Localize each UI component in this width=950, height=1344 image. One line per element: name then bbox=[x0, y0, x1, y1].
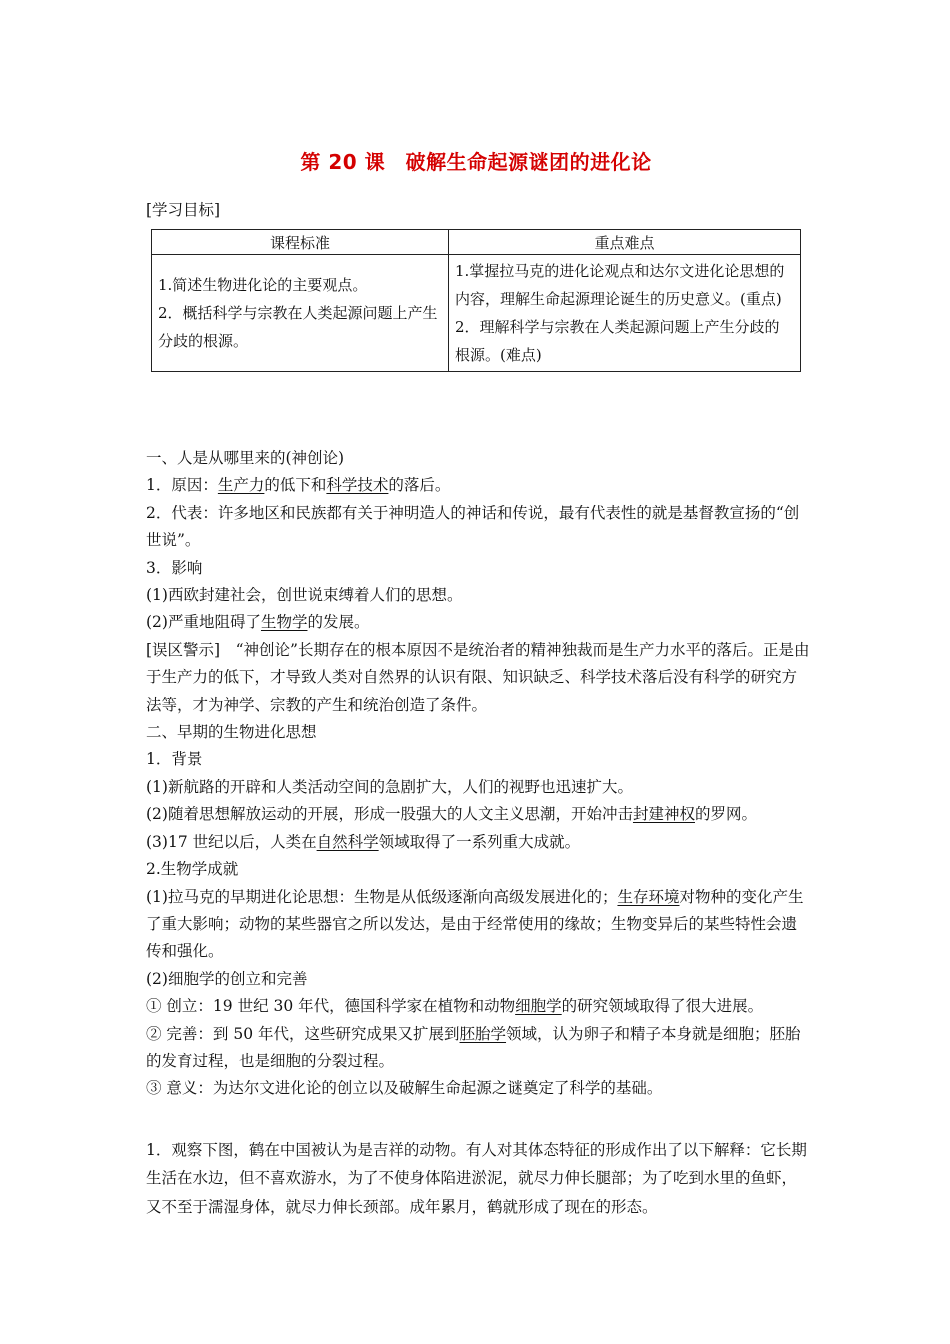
key-point-item: 2．理解科学与宗教在人类起源问题上产生分歧的根源。(难点) bbox=[455, 318, 780, 364]
paragraph: ③ 意义：为达尔文进化论的创立以及破解生命起源之谜奠定了科学的基础。 bbox=[146, 1079, 663, 1098]
fill-blank: 细胞学 bbox=[515, 997, 562, 1016]
paragraph: 2．代表：许多地区和民族都有关于神明造人的神话和传说，最有代表性的就是基督教宣扬的“创世说”。 bbox=[146, 503, 800, 550]
section-heading: 一、人是从哪里来的(神创论) bbox=[146, 449, 345, 467]
paragraph: (3)17 世纪以后，人类在自然科学领域取得了一系列重大成就。 bbox=[146, 832, 581, 851]
paragraph: 1．背景 bbox=[146, 750, 203, 769]
objectives-label: [学习目标] bbox=[146, 201, 221, 219]
fill-blank: 封建神权 bbox=[632, 805, 695, 824]
exercise-block bbox=[146, 1136, 811, 1221]
header-standards: 课程标准 bbox=[152, 230, 449, 255]
paragraph: (2)细胞学的创立和完善 bbox=[146, 969, 308, 988]
paragraph: 1．原因：生产力的低下和科学技术的落后。 bbox=[146, 476, 451, 495]
paragraph: (1)拉马克的早期进化论思想：生物是从低级逐渐向高级发展进化的；生存环境对物种的变化产生了重大影响；动物的某些器官之所以发达，是由于经常使用的缘故；生物变异后的某些特性会遗传和强化。 bbox=[146, 887, 804, 961]
fill-blank: 胚胎学 bbox=[459, 1024, 507, 1043]
paragraph: (1)西欧封建社会，创世说束缚着人们的思想。 bbox=[146, 586, 463, 605]
page-title: 第 20 课 破解生命起源谜团的进化论 bbox=[300, 150, 652, 174]
paragraph: (1)新航路的开辟和人类活动空间的急剧扩大，人们的视野也迅速扩大。 bbox=[146, 777, 633, 796]
paragraph: ① 创立：19 世纪 30 年代，德国科学家在植物和动物细胞学的研究领域取得了很大进展。 bbox=[146, 997, 764, 1016]
key-points-cell bbox=[449, 255, 801, 372]
paragraph: ② 完善：到 50 年代，这些研究成果又扩展到胚胎学领域，认为卵子和精子本身就是细胞；胚胎的发育过程，也是细胞的分裂过程。 bbox=[146, 1024, 801, 1070]
lesson-body bbox=[146, 445, 811, 1103]
warning-paragraph: [误区警示] “神创论”长期存在的根本原因不是统治者的精神独裁而是生产力水平的落后。正是由于生产力的低下，才导致人类对自然界的认识有限、知识缺乏、科学技术落后没有科学的研究方法等，才为神学、宗教的产生和统治创造了条件。 bbox=[146, 640, 810, 714]
paragraph: (2)随着思想解放运动的开展，形成一股强大的人文主义思潮，开始冲击封建神权的罗网。 bbox=[146, 805, 757, 824]
standards-cell bbox=[152, 255, 449, 372]
paragraph: 2.生物学成就 bbox=[146, 860, 239, 879]
key-point-item: 1.掌握拉马克的进化论观点和达尔文进化论思想的内容，理解生命起源理论诞生的历史意义。(重点) bbox=[455, 262, 785, 308]
header-key-points: 重点难点 bbox=[449, 230, 801, 255]
standard-item: 2．概括科学与宗教在人类起源问题上产生分歧的根源。 bbox=[158, 304, 438, 350]
paragraph: 3．影响 bbox=[146, 558, 203, 577]
section-heading: 二、早期的生物进化思想 bbox=[146, 723, 317, 742]
objectives-table bbox=[151, 229, 801, 372]
fill-blank: 生产力 bbox=[217, 476, 265, 495]
fill-blank: 科学技术 bbox=[326, 476, 389, 495]
exercise-text: 1．观察下图，鹤在中国被认为是吉祥的动物。有人对其体态特征的形成作出了以下解释：它长期生活在水边，但不喜欢游水，为了不使身体陷进淤泥，就尽力伸长腿部；为了吃到水里的鱼虾，又不至于濡湿身体，就尽力伸长颈部。成年累月，鹤就形成了现在的形态。 bbox=[146, 1141, 807, 1216]
paragraph: (2)严重地阻碍了生物学的发展。 bbox=[146, 613, 370, 632]
fill-blank: 生存环境 bbox=[617, 887, 680, 906]
standard-item: 1.简述生物进化论的主要观点。 bbox=[158, 276, 368, 294]
fill-blank: 生物学 bbox=[260, 613, 308, 632]
fill-blank: 自然科学 bbox=[316, 832, 379, 851]
